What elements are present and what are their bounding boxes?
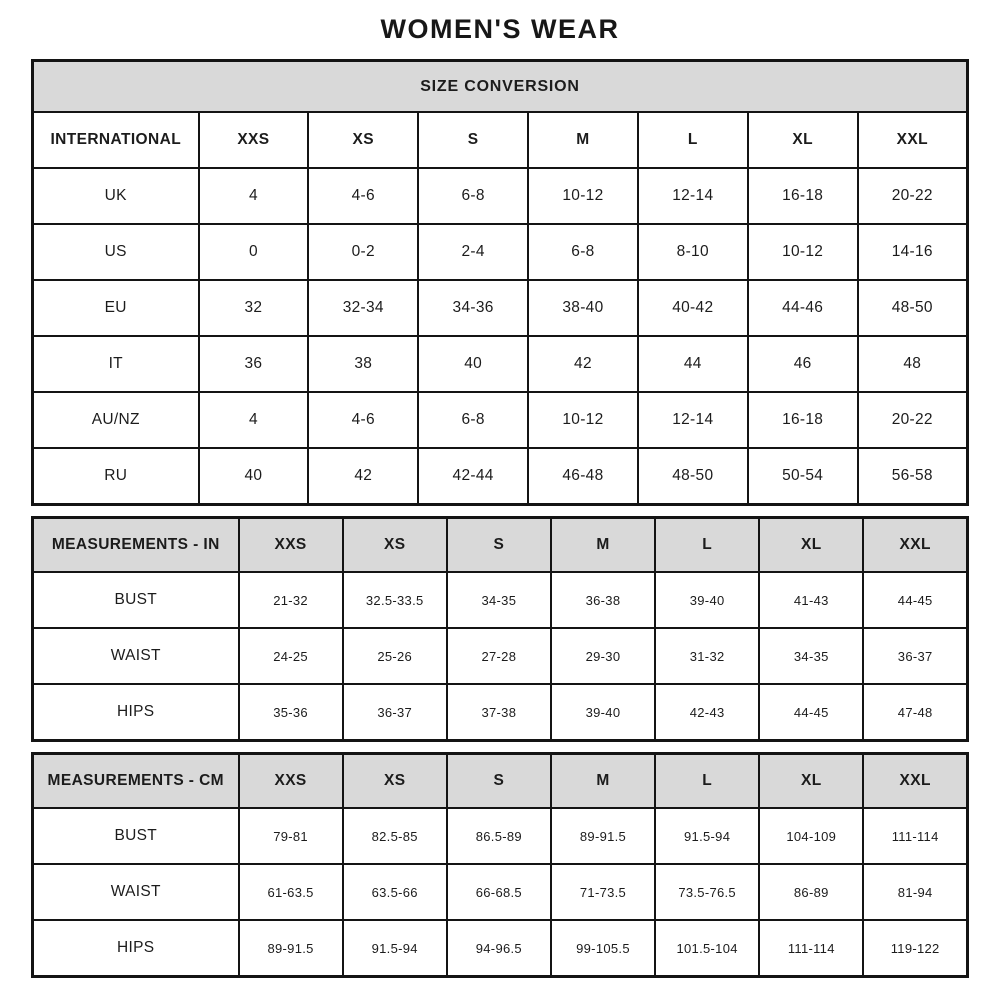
- table-row-waist-cm: [33, 864, 968, 920]
- measurement-cell: 91.5-94: [655, 808, 759, 864]
- size-cell: 46: [748, 336, 858, 392]
- size-conversion-banner: SIZE CONVERSION: [33, 61, 968, 113]
- table-row-waist-in: [33, 628, 968, 684]
- size-cell: 14-16: [858, 224, 968, 280]
- size-cell: 44-46: [748, 280, 858, 336]
- row-label: HIPS: [33, 920, 239, 977]
- col-header-m: M: [551, 754, 655, 809]
- measurement-cell: 31-32: [655, 628, 759, 684]
- row-label: RU: [33, 448, 199, 505]
- measurement-cell: 47-48: [863, 684, 967, 741]
- measurement-cell: 61-63.5: [239, 864, 343, 920]
- row-label: BUST: [33, 808, 239, 864]
- size-conversion-column-header-row: [33, 112, 968, 168]
- size-cell: 12-14: [638, 392, 748, 448]
- measurement-cell: 89-91.5: [551, 808, 655, 864]
- measurement-cell: 34-35: [759, 628, 863, 684]
- measurement-cell: 39-40: [551, 684, 655, 741]
- col-header-s: S: [447, 754, 551, 809]
- col-header-s: S: [418, 112, 528, 168]
- measurement-cell: 39-40: [655, 572, 759, 628]
- size-cell: 4: [199, 168, 309, 224]
- measurement-cell: 36-37: [863, 628, 967, 684]
- measurements-in-title: MEASUREMENTS - IN: [33, 518, 239, 573]
- size-cell: 4-6: [308, 392, 418, 448]
- col-header-xxl: XXL: [858, 112, 968, 168]
- measurement-cell: 79-81: [239, 808, 343, 864]
- size-cell: 0-2: [308, 224, 418, 280]
- measurements-in-header-row: [33, 518, 968, 573]
- page-title: WOMEN'S WEAR: [380, 14, 620, 44]
- col-header-m: M: [528, 112, 638, 168]
- col-header-xxs: XXS: [239, 518, 343, 573]
- size-cell: 20-22: [858, 168, 968, 224]
- measurement-cell: 29-30: [551, 628, 655, 684]
- size-cell: 46-48: [528, 448, 638, 505]
- measurement-cell: 42-43: [655, 684, 759, 741]
- size-cell: 36: [199, 336, 309, 392]
- size-cell: 44: [638, 336, 748, 392]
- col-header-xxl: XXL: [863, 518, 967, 573]
- measurement-cell: 111-114: [863, 808, 967, 864]
- measurement-cell: 111-114: [759, 920, 863, 977]
- measurement-cell: 36-38: [551, 572, 655, 628]
- row-label: BUST: [33, 572, 239, 628]
- size-cell: 38: [308, 336, 418, 392]
- size-cell: 48-50: [858, 280, 968, 336]
- table-row-bust-in: [33, 572, 968, 628]
- measurement-cell: 63.5-66: [343, 864, 447, 920]
- col-header-l: L: [655, 518, 759, 573]
- row-label: AU/NZ: [33, 392, 199, 448]
- col-header-international: INTERNATIONAL: [33, 112, 199, 168]
- col-header-l: L: [655, 754, 759, 809]
- measurement-cell: 34-35: [447, 572, 551, 628]
- table-row-aunz: [33, 392, 968, 448]
- size-cell: 6-8: [418, 168, 528, 224]
- size-cell: 40: [418, 336, 528, 392]
- table-row-eu: [33, 280, 968, 336]
- measurement-cell: 89-91.5: [239, 920, 343, 977]
- col-header-m: M: [551, 518, 655, 573]
- row-label: WAIST: [33, 628, 239, 684]
- measurement-cell: 86-89: [759, 864, 863, 920]
- measurements-cm-table: [31, 752, 969, 978]
- size-conversion-table: [31, 59, 969, 506]
- row-label: EU: [33, 280, 199, 336]
- size-cell: 40-42: [638, 280, 748, 336]
- col-header-l: L: [638, 112, 748, 168]
- row-label: HIPS: [33, 684, 239, 741]
- measurement-cell: 36-37: [343, 684, 447, 741]
- table-row-ru: [33, 448, 968, 505]
- measurement-cell: 86.5-89: [447, 808, 551, 864]
- col-header-xl: XL: [759, 518, 863, 573]
- measurement-cell: 66-68.5: [447, 864, 551, 920]
- col-header-xxs: XXS: [199, 112, 309, 168]
- measurement-cell: 82.5-85: [343, 808, 447, 864]
- col-header-xxs: XXS: [239, 754, 343, 809]
- measurement-cell: 21-32: [239, 572, 343, 628]
- size-cell: 42: [528, 336, 638, 392]
- measurement-cell: 101.5-104: [655, 920, 759, 977]
- row-label: UK: [33, 168, 199, 224]
- col-header-xs: XS: [343, 754, 447, 809]
- measurement-cell: 81-94: [863, 864, 967, 920]
- row-label: WAIST: [33, 864, 239, 920]
- size-cell: 10-12: [528, 168, 638, 224]
- measurement-cell: 44-45: [863, 572, 967, 628]
- col-header-xs: XS: [343, 518, 447, 573]
- table-row-hips-in: [33, 684, 968, 741]
- table-row-uk: [33, 168, 968, 224]
- size-cell: 40: [199, 448, 309, 505]
- size-cell: 34-36: [418, 280, 528, 336]
- col-header-xxl: XXL: [863, 754, 967, 809]
- measurement-cell: 44-45: [759, 684, 863, 741]
- size-cell: 32-34: [308, 280, 418, 336]
- measurement-cell: 27-28: [447, 628, 551, 684]
- col-header-xl: XL: [759, 754, 863, 809]
- measurement-cell: 104-109: [759, 808, 863, 864]
- measurements-cm-title: MEASUREMENTS - CM: [33, 754, 239, 809]
- size-cell: 16-18: [748, 392, 858, 448]
- size-cell: 38-40: [528, 280, 638, 336]
- size-cell: 0: [199, 224, 309, 280]
- measurement-cell: 41-43: [759, 572, 863, 628]
- measurement-cell: 119-122: [863, 920, 967, 977]
- size-cell: 42: [308, 448, 418, 505]
- col-header-xs: XS: [308, 112, 418, 168]
- measurement-cell: 99-105.5: [551, 920, 655, 977]
- col-header-xl: XL: [748, 112, 858, 168]
- measurement-cell: 24-25: [239, 628, 343, 684]
- size-conversion-banner-row: [33, 61, 968, 113]
- size-cell: 6-8: [418, 392, 528, 448]
- size-cell: 4-6: [308, 168, 418, 224]
- measurement-cell: 37-38: [447, 684, 551, 741]
- size-cell: 48: [858, 336, 968, 392]
- size-cell: 4: [199, 392, 309, 448]
- measurements-cm-header-row: [33, 754, 968, 809]
- size-cell: 8-10: [638, 224, 748, 280]
- row-label: IT: [33, 336, 199, 392]
- row-label: US: [33, 224, 199, 280]
- table-row-it: [33, 336, 968, 392]
- measurement-cell: 94-96.5: [447, 920, 551, 977]
- size-cell: 10-12: [748, 224, 858, 280]
- size-cell: 6-8: [528, 224, 638, 280]
- size-cell: 32: [199, 280, 309, 336]
- measurement-cell: 35-36: [239, 684, 343, 741]
- size-cell: 16-18: [748, 168, 858, 224]
- table-row-bust-cm: [33, 808, 968, 864]
- table-row-us: [33, 224, 968, 280]
- measurement-cell: 32.5-33.5: [343, 572, 447, 628]
- size-cell: 50-54: [748, 448, 858, 505]
- measurement-cell: 91.5-94: [343, 920, 447, 977]
- table-row-hips-cm: [33, 920, 968, 977]
- size-cell: 12-14: [638, 168, 748, 224]
- size-cell: 56-58: [858, 448, 968, 505]
- measurements-in-table: [31, 516, 969, 742]
- col-header-s: S: [447, 518, 551, 573]
- size-cell: 10-12: [528, 392, 638, 448]
- measurement-cell: 71-73.5: [551, 864, 655, 920]
- size-cell: 20-22: [858, 392, 968, 448]
- size-cell: 48-50: [638, 448, 748, 505]
- measurement-cell: 25-26: [343, 628, 447, 684]
- size-cell: 2-4: [418, 224, 528, 280]
- size-cell: 42-44: [418, 448, 528, 505]
- measurement-cell: 73.5-76.5: [655, 864, 759, 920]
